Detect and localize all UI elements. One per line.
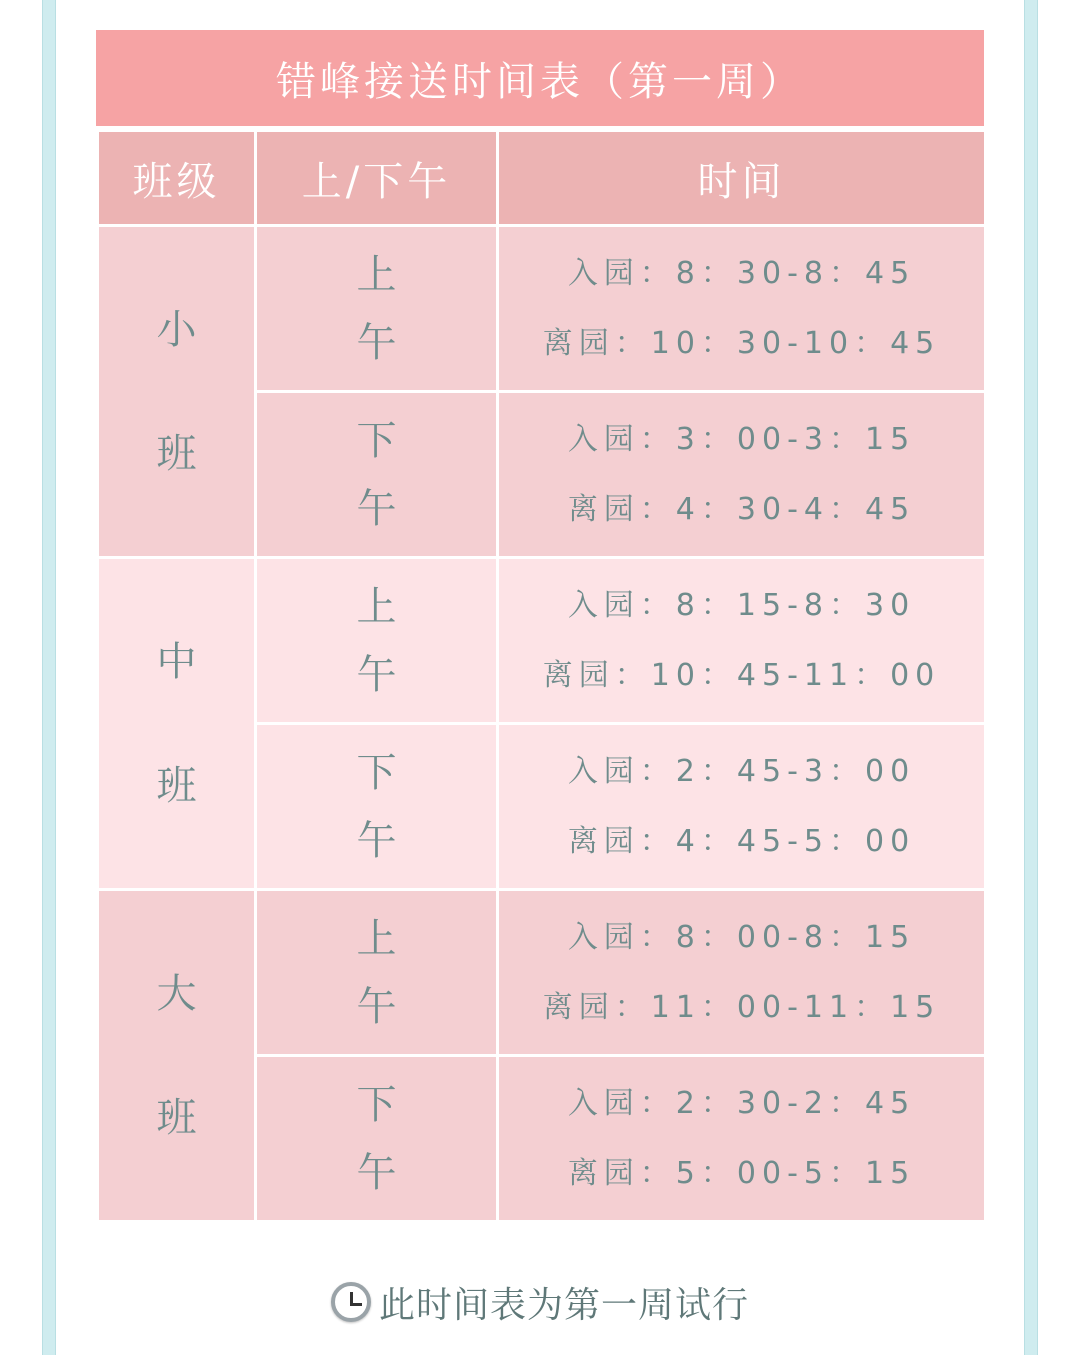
header-row [98, 131, 986, 226]
leave-time: 离园：4：45-5：00 [567, 823, 916, 859]
leave-time: 离园：4：30-4：45 [567, 491, 916, 527]
footer-note [96, 1274, 984, 1330]
time-cell [498, 226, 986, 392]
time-cell [498, 890, 986, 1056]
schedule-table [96, 129, 987, 1223]
table-row [98, 226, 986, 392]
header-period: 上/下午 [256, 131, 498, 226]
time-cell [498, 724, 986, 890]
period-cell: 下 午 [256, 724, 498, 890]
period-cell: 下 午 [256, 1056, 498, 1222]
enter-time: 入园：3：00-3：15 [567, 421, 916, 457]
footer-text: 此时间表为第一周试行 [378, 1284, 749, 1326]
header-class: 班级 [98, 131, 256, 226]
enter-time: 入园：8：30-8：45 [567, 255, 916, 291]
enter-time: 入园：2：30-2：45 [567, 1085, 916, 1121]
leave-time: 离园：10：45-11：00 [542, 657, 941, 693]
time-cell [498, 392, 986, 558]
header-time: 时间 [498, 131, 986, 226]
class-cell-large: 大 班 [98, 890, 256, 1222]
schedule-sheet [96, 30, 984, 1223]
period-cell: 下 午 [256, 392, 498, 558]
period-cell: 上 午 [256, 226, 498, 392]
class-cell-middle: 中 班 [98, 558, 256, 890]
enter-time: 入园：2：45-3：00 [567, 753, 916, 789]
period-cell: 上 午 [256, 890, 498, 1056]
table-row [98, 558, 986, 724]
time-cell [498, 1056, 986, 1222]
schedule-title: 错峰接送时间表（第一周） [96, 30, 984, 129]
time-cell [498, 558, 986, 724]
class-cell-small: 小 班 [98, 226, 256, 558]
page-frame-right [1024, 0, 1038, 1355]
clock-icon [331, 1282, 371, 1322]
page-frame-left [42, 0, 56, 1355]
enter-time: 入园：8：00-8：15 [567, 919, 916, 955]
table-row [98, 890, 986, 1056]
leave-time: 离园：5：00-5：15 [567, 1155, 916, 1191]
period-cell: 上 午 [256, 558, 498, 724]
enter-time: 入园：8：15-8：30 [567, 587, 916, 623]
leave-time: 离园：10：30-10：45 [542, 325, 941, 361]
leave-time: 离园：11：00-11：15 [542, 989, 941, 1025]
